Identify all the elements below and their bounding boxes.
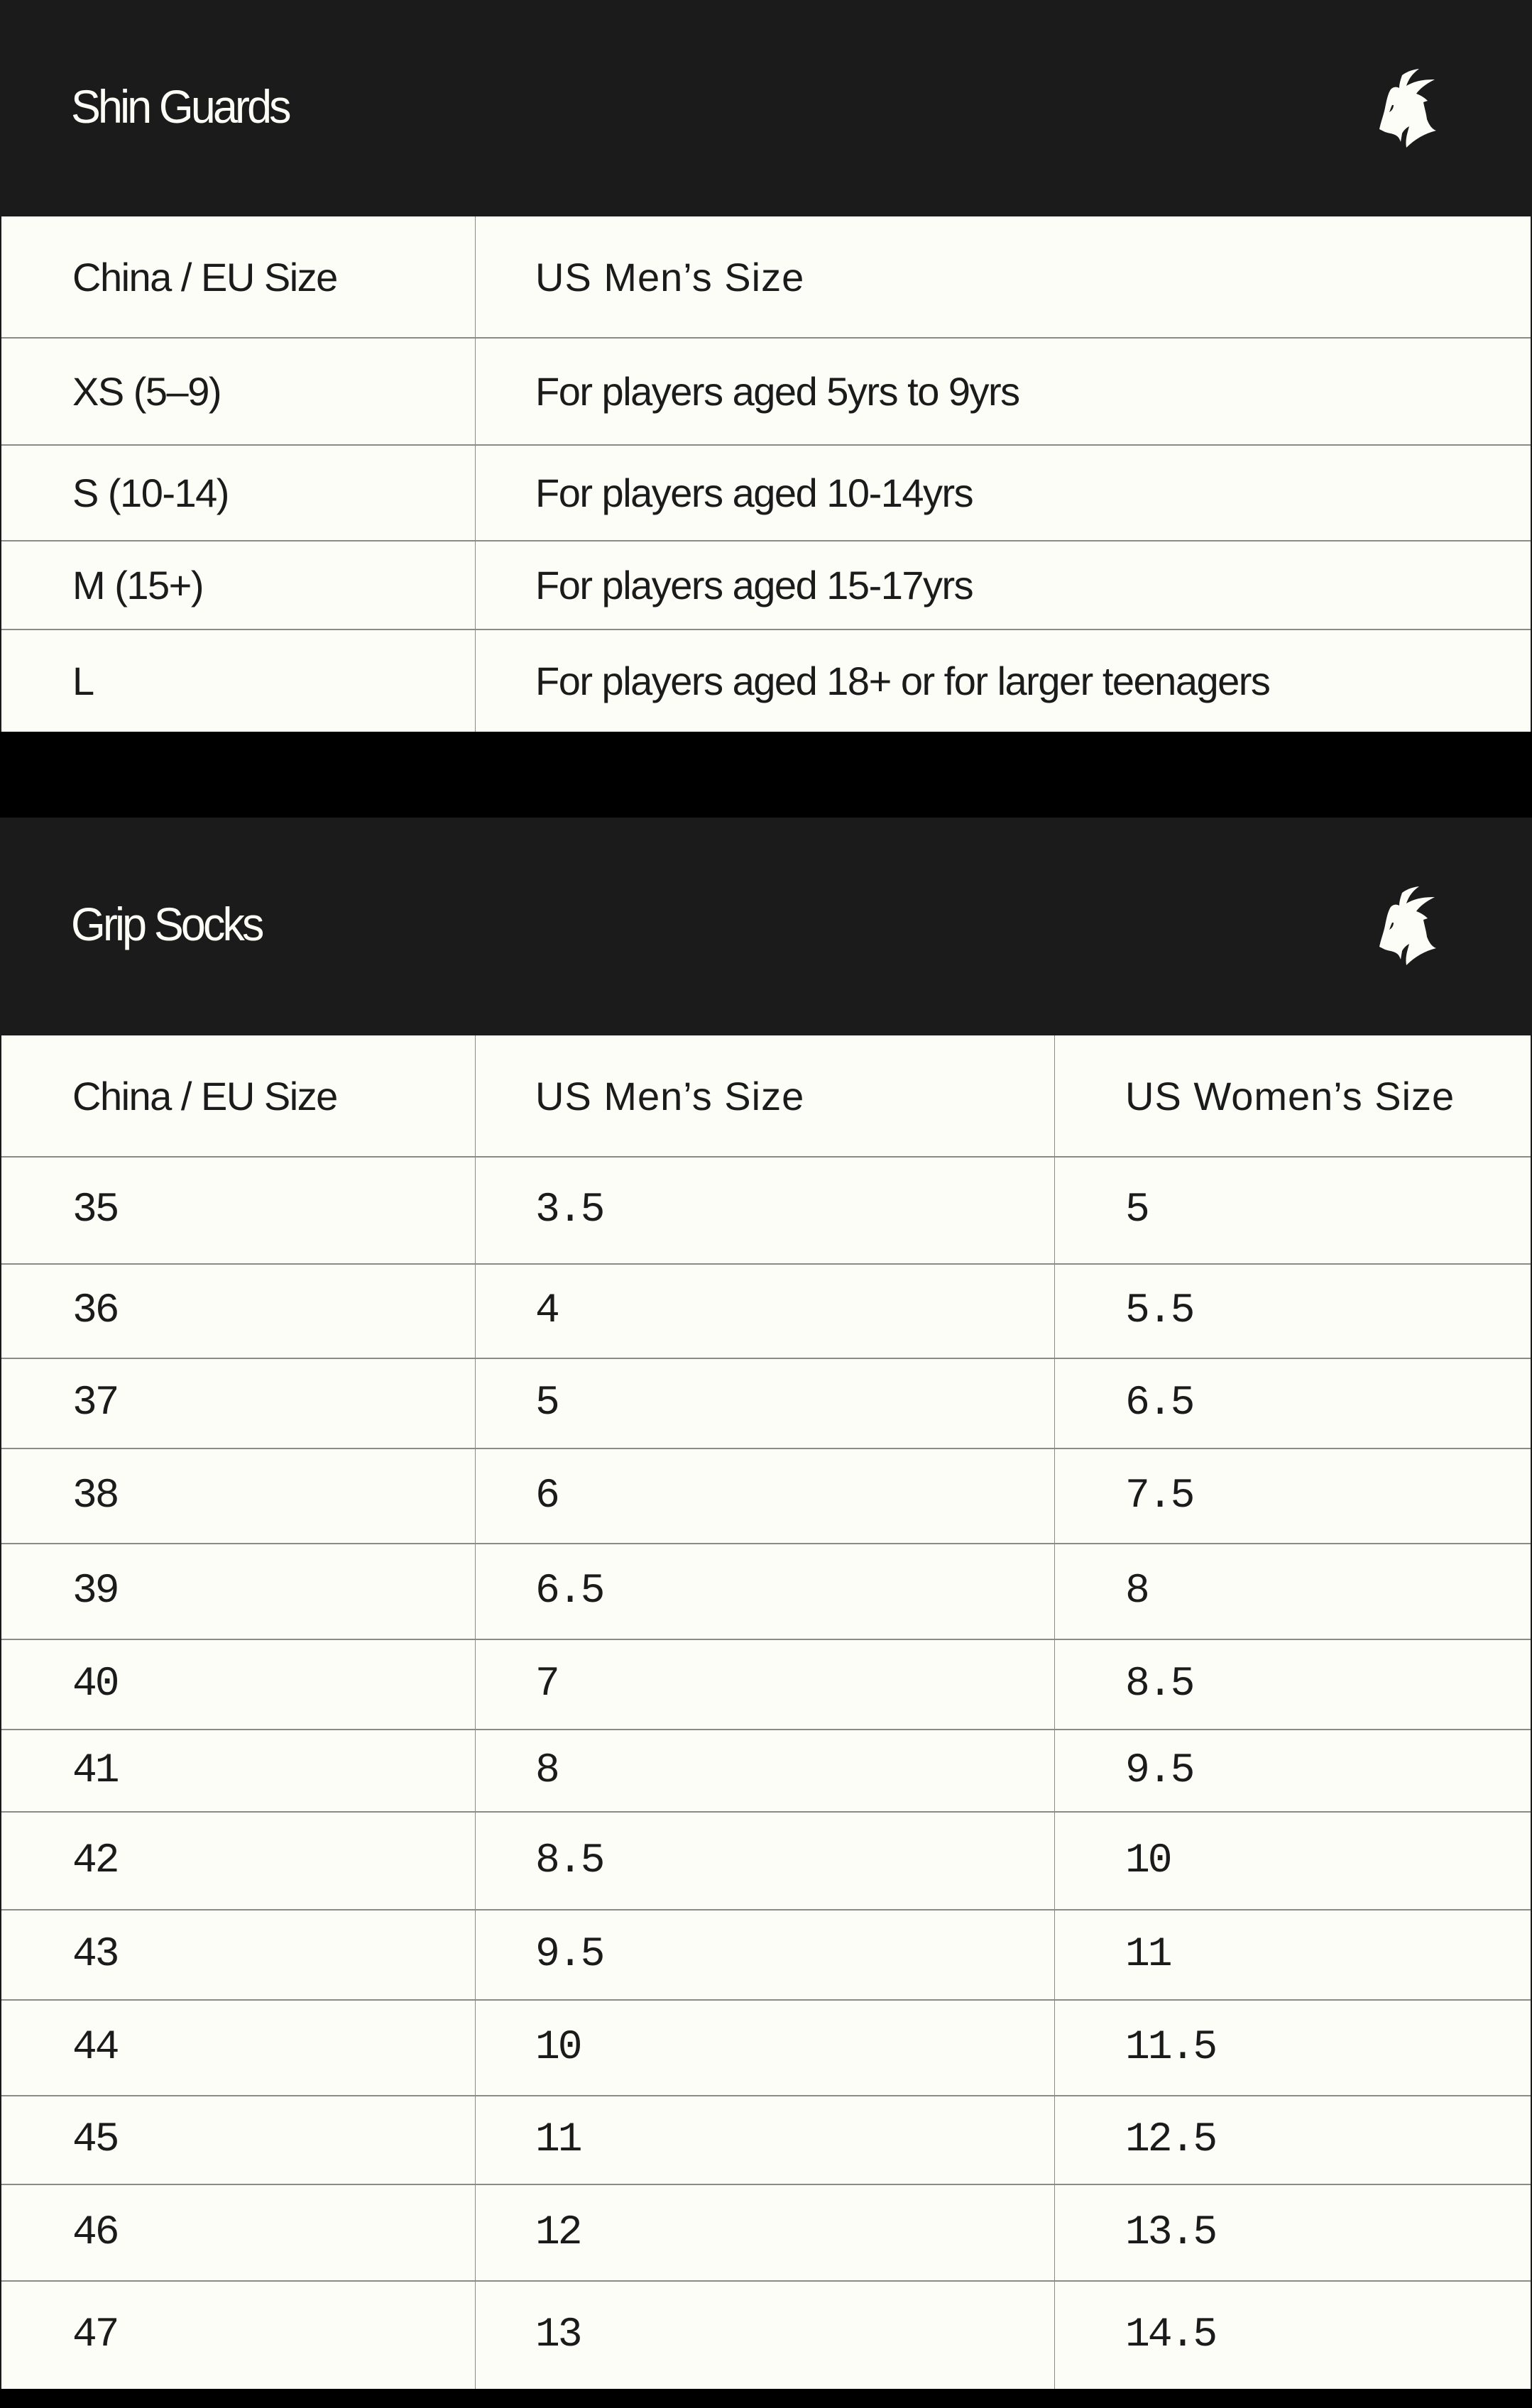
table-row: [1, 2185, 1531, 2282]
us-womens-size-cell: 14.5: [1125, 2312, 1216, 2358]
eu-size-cell: 45: [1, 2096, 476, 2184]
table-row: [1, 1640, 1531, 1730]
table-row: [1, 630, 1531, 732]
table-row: [1, 541, 1531, 630]
eu-size-cell: 35: [1, 1158, 476, 1263]
eu-size-cell: 36: [1, 1265, 476, 1358]
table-row: [1, 1158, 1531, 1265]
size-cell: S (10-14): [1, 446, 476, 540]
column-header: China / EU Size: [1, 1035, 476, 1156]
us-womens-size-cell: 11: [1125, 1932, 1171, 1978]
table-header-row: [1, 216, 1531, 339]
eu-size-cell: 37: [1, 1359, 476, 1448]
us-mens-size-cell: 9.5: [476, 1911, 1055, 1999]
us-mens-size-cell: 13: [476, 2282, 1055, 2389]
us-mens-size-cell: 3.5: [476, 1158, 1055, 1263]
us-womens-size-cell: 11.5: [1125, 2025, 1216, 2071]
table-row: [1, 1449, 1531, 1544]
column-header: China / EU Size: [1, 216, 476, 337]
us-mens-size-cell: 12: [476, 2185, 1055, 2280]
table-row: [1, 1730, 1531, 1813]
eu-size-cell: 47: [1, 2282, 476, 2389]
goat-head-icon: [1374, 68, 1445, 152]
eu-size-cell: 43: [1, 1911, 476, 1999]
table-header-row: [1, 1035, 1531, 1158]
eu-size-cell: 40: [1, 1640, 476, 1729]
description-cell: For players aged 5yrs to 9yrs: [535, 369, 1019, 414]
us-womens-size-cell: 13.5: [1125, 2209, 1216, 2256]
grip-socks-table: [0, 1035, 1532, 2389]
us-womens-size-cell: 12.5: [1125, 2117, 1216, 2163]
table-row: [1, 1265, 1531, 1359]
us-mens-size-cell: 8.5: [476, 1813, 1055, 1909]
us-mens-size-cell: 11: [476, 2096, 1055, 2184]
goat-head-icon: [1374, 886, 1445, 969]
eu-size-cell: 39: [1, 1544, 476, 1639]
shin-guards-table: [0, 216, 1532, 732]
us-womens-size-cell: 5: [1125, 1187, 1148, 1233]
description-cell: For players aged 15-17yrs: [535, 563, 973, 608]
eu-size-cell: 41: [1, 1730, 476, 1811]
us-mens-size-cell: 7: [476, 1640, 1055, 1729]
eu-size-cell: 38: [1, 1449, 476, 1543]
size-cell: M (15+): [1, 541, 476, 629]
table-row: [1, 2001, 1531, 2096]
table-row: [1, 2282, 1531, 2389]
column-header: US Men’s Size: [535, 254, 805, 299]
eu-size-cell: 42: [1, 1813, 476, 1909]
us-womens-size-cell: 6.5: [1125, 1380, 1193, 1426]
section-title: Shin Guards: [71, 80, 289, 133]
us-mens-size-cell: 6: [476, 1449, 1055, 1543]
us-mens-size-cell: 6.5: [476, 1544, 1055, 1639]
us-womens-size-cell: 5.5: [1125, 1288, 1193, 1334]
us-womens-size-cell: 8.5: [1125, 1661, 1193, 1708]
section-separator: [0, 732, 1532, 818]
table-row: [1, 1813, 1531, 1911]
size-cell: L: [1, 630, 476, 732]
us-womens-size-cell: 10: [1125, 1837, 1171, 1884]
description-cell: For players aged 10-14yrs: [535, 471, 973, 515]
table-row: [1, 446, 1531, 541]
us-womens-size-cell: 7.5: [1125, 1473, 1193, 1519]
us-mens-size-cell: 8: [476, 1730, 1055, 1811]
us-mens-size-cell: 5: [476, 1359, 1055, 1448]
section-title: Grip Socks: [71, 898, 262, 950]
column-header: US Men’s Size: [476, 1035, 1055, 1156]
eu-size-cell: 44: [1, 2001, 476, 2095]
shin-guards-header: [0, 0, 1532, 216]
table-row: [1, 339, 1531, 446]
shin-guards-section: [0, 0, 1532, 732]
us-mens-size-cell: 4: [476, 1265, 1055, 1358]
grip-socks-section: [0, 818, 1532, 2389]
table-row: [1, 1911, 1531, 2001]
description-cell: For players aged 18+ or for larger teenagers: [535, 659, 1270, 703]
us-womens-size-cell: 9.5: [1125, 1747, 1193, 1794]
column-header: US Women’s Size: [1125, 1073, 1455, 1118]
size-cell: XS (5–9): [1, 339, 476, 444]
table-row: [1, 1359, 1531, 1449]
us-mens-size-cell: 10: [476, 2001, 1055, 2095]
us-womens-size-cell: 8: [1125, 1568, 1148, 1615]
table-row: [1, 2096, 1531, 2185]
table-row: [1, 1544, 1531, 1640]
grip-socks-header: [0, 818, 1532, 1035]
eu-size-cell: 46: [1, 2185, 476, 2280]
